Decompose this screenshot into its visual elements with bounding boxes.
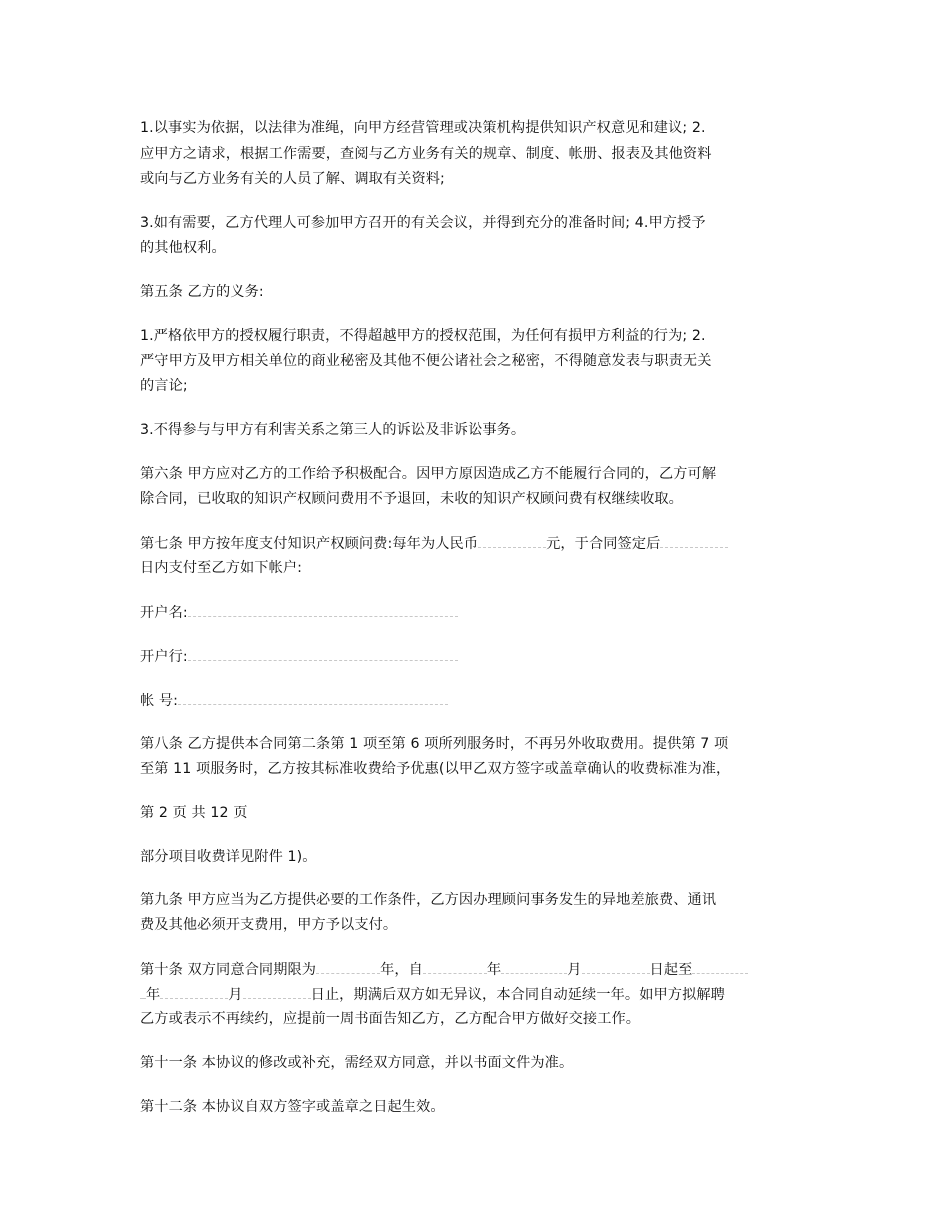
fee-amount-blank[interactable] [478, 533, 546, 548]
text-line [140, 984, 725, 1005]
text-line: 费及其他必须开支费用，甲方予以支付。 [140, 917, 398, 933]
term-years-blank[interactable] [316, 959, 380, 974]
text-segment: 第七条 甲方按年度支付知识产权顾问费:每年为人民币 [140, 536, 479, 552]
text-segment: 日起至 [649, 962, 693, 978]
account-number-blank[interactable] [178, 690, 448, 705]
text-segment: 年 [486, 962, 502, 978]
end-blank[interactable] [692, 959, 748, 974]
text-line: 或向与乙方业务有关的人员了解、调取有关资料; [140, 171, 445, 187]
account-bank-label: 开户行: [140, 649, 188, 665]
account-bank-blank[interactable] [188, 646, 458, 661]
text-line: 第九条 甲方应当为乙方提供必要的工作条件，乙方因办理顾问事务发生的异地差旅费、通讯 [140, 892, 717, 908]
account-name-line [140, 602, 458, 623]
text-line: 3.不得参与与甲方有利害关系之第三人的诉讼及非诉讼事务。 [140, 422, 526, 438]
text-line: 第六条 甲方应对乙方的工作给予积极配合。因甲方原因造成乙方不能履行合同的，乙方可解 [140, 466, 717, 482]
text-line [140, 533, 728, 554]
end-day-blank[interactable] [243, 984, 311, 999]
text-line: 的言论; [140, 378, 188, 394]
account-number-line [140, 690, 448, 711]
text-line: 日内支付至乙方如下帐户: [140, 560, 303, 576]
account-bank-line [140, 646, 458, 667]
account-name-label: 开户名: [140, 605, 188, 621]
text-segment: 年 [146, 987, 161, 1003]
text-segment: 月 [567, 962, 582, 978]
text-line: 第八条 乙方提供本合同第二条第 1 项至第 6 项所列服务时，不再另外收取费用。提供第 7 项 [140, 736, 729, 752]
payment-days-blank[interactable] [660, 533, 728, 548]
article-heading: 第五条 乙方的义务: [140, 284, 264, 300]
text-segment: 年，自 [380, 962, 423, 978]
account-number-label: 帐 号: [140, 693, 179, 709]
text-line: 的其他权利。 [140, 240, 226, 256]
account-name-blank[interactable] [188, 602, 458, 617]
text-line: 3.如有需要，乙方代理人可参加甲方召开的有关会议，并得到充分的准备时间; 4.甲方授予 [140, 215, 706, 231]
text-line: 1.严格依甲方的授权履行职责，不得超越甲方的授权范围，为任何有损甲方利益的行为; 2. [140, 328, 706, 344]
text-line: 第十二条 本协议自双方签字或盖章之日起生效。 [140, 1099, 445, 1115]
text-line: 部分项目收费详见附件 1)。 [140, 849, 317, 865]
text-line: 除合同，已收取的知识产权顾问费用不予退回，未收的知识产权顾问费有权继续收取。 [140, 491, 683, 507]
text-line: 应甲方之请求，根据工作需要，查阅与乙方业务有关的规章、制度、帐册、报表及其他资料 [140, 146, 712, 162]
text-line: 至第 11 项服务时，乙方按其标准收费给予优惠(以甲乙双方签字或盖章确认的收费标准为准， [140, 761, 731, 777]
text-line [140, 959, 748, 980]
text-line: 1.以事实为依据，以法律为准绳，向甲方经营管理或决策机构提供知识产权意见和建议; 2. [140, 120, 706, 136]
end-month-blank[interactable] [160, 984, 228, 999]
page-number: 第 2 页 共 12 页 [140, 805, 248, 821]
text-segment: 月 [228, 987, 243, 1003]
text-segment: 第十条 双方同意合同期限为 [140, 962, 317, 978]
start-year-blank[interactable] [423, 959, 487, 974]
text-line: 乙方或表示不再续约，应提前一周书面告知乙方，乙方配合甲方做好交接工作。 [140, 1011, 641, 1027]
text-segment: 元，于合同签定后 [546, 536, 661, 552]
text-line: 严守甲方及甲方相关单位的商业秘密及其他不便公诸社会之秘密，不得随意发表与职责无关 [140, 353, 712, 369]
text-line: 第十一条 本协议的修改或补充，需经双方同意，并以书面文件为准。 [140, 1055, 574, 1071]
start-month-blank[interactable] [501, 959, 567, 974]
text-segment: 日止，期满后双方如无异议，本合同自动延续一年。如甲方拟解聘 [310, 987, 725, 1003]
start-day-blank[interactable] [582, 959, 650, 974]
